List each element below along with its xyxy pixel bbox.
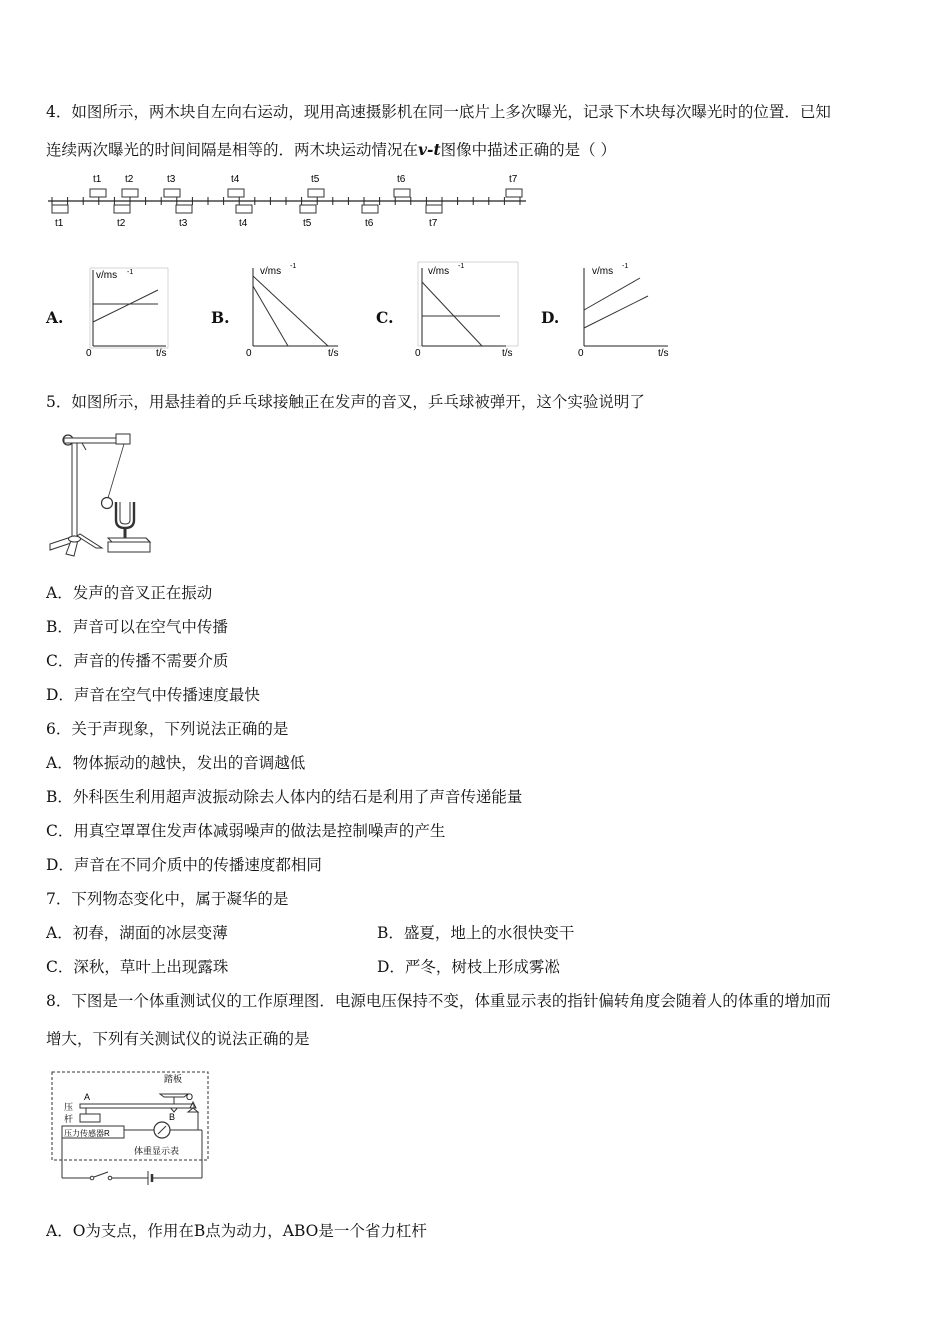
svg-text:-1: -1 xyxy=(290,263,297,270)
bottom-exposure-1-label: t1 xyxy=(55,218,64,229)
svg-text:-1: -1 xyxy=(458,263,465,270)
top-exposure-6-block xyxy=(394,189,410,197)
graph-a-rising-line xyxy=(93,290,158,322)
graph-c-origin: 0 xyxy=(415,348,421,359)
q4-text-line2 xyxy=(46,139,616,161)
bottom-exposure-6-label: t6 xyxy=(365,218,374,229)
bottom-exposure-2-block xyxy=(114,205,130,213)
weight-scale-circuit xyxy=(50,1068,212,1186)
graph-d-origin: 0 xyxy=(578,348,584,359)
bottom-exposure-7-block xyxy=(426,205,442,213)
q7-text: 7．下列物态变化中，属于凝华的是 xyxy=(46,890,289,908)
svg-text:-1: -1 xyxy=(127,269,134,276)
top-exposure-1-block xyxy=(90,189,106,197)
q8-option-a[interactable]: A．O为支点，作用在B点为动力，ABO是一个省力杠杆 xyxy=(46,1222,427,1240)
exposure-diagram xyxy=(46,172,536,230)
top-exposure-3-block xyxy=(164,189,180,197)
q4-option-b-letter: B. xyxy=(211,308,230,327)
q7-option-c[interactable]: C．深秋，草叶上出现露珠 xyxy=(46,958,229,976)
bottom-exposure-1-block xyxy=(52,205,68,213)
bottom-exposure-4-label: t4 xyxy=(239,218,248,229)
q8-text-line1: 8．下图是一个体重测试仪的工作原理图．电源电压保持不变，体重显示表的指针偏转角度会随着人的体重的增加而 xyxy=(46,992,831,1010)
vt-graph-d xyxy=(572,258,682,362)
graph-b-line-shallow xyxy=(253,276,328,346)
ping-pong-ball-icon xyxy=(102,498,113,509)
q4-text-line1: 4．如图所示，两木块自左向右运动，现用高速摄影机在同一底片上多次曝光，记录下木块每次曝光时的位置．已知 xyxy=(46,103,831,121)
bottom-exposure-7-label: t7 xyxy=(429,218,438,229)
point-a-label: A xyxy=(84,1092,91,1102)
q5-text: 5．如图所示，用悬挂着的乒乓球接触正在发声的音叉，乒乓球被弹开，这个实验说明了 xyxy=(46,393,645,411)
q7-option-d[interactable]: D．严冬，树枝上形成雾凇 xyxy=(377,958,560,976)
top-exposure-1-label: t1 xyxy=(93,174,102,185)
graph-a-origin: 0 xyxy=(86,348,92,359)
q6-option-d[interactable]: D．声音在不同介质中的传播速度都相同 xyxy=(46,856,322,874)
top-exposure-2-label: t2 xyxy=(125,174,134,185)
graph-d-ylabel: v/ms xyxy=(592,266,614,277)
q4-option-d-letter: D. xyxy=(541,308,560,327)
q7-option-a[interactable]: A．初春，湖面的冰层变薄 xyxy=(46,924,228,942)
graph-b-line-steep xyxy=(253,286,288,346)
bottom-exposure-4-block xyxy=(236,205,252,213)
q4-option-a-letter: A. xyxy=(46,308,64,327)
top-exposure-4-label: t4 xyxy=(231,174,240,185)
q6-option-b[interactable]: B．外科医生利用超声波振动除去人体内的结石是利用了声音传递能量 xyxy=(46,788,523,806)
svg-text:-1: -1 xyxy=(622,263,629,270)
q6-option-a[interactable]: A．物体振动的越快，发出的音调越低 xyxy=(46,754,306,772)
top-exposure-4-block xyxy=(228,189,244,197)
graph-c-falling-line xyxy=(422,282,482,346)
graph-a-xlabel: t/s xyxy=(156,348,167,359)
graph-b-xlabel: t/s xyxy=(328,348,339,359)
switch-icon xyxy=(94,1172,108,1177)
display-label: 体重显示表 xyxy=(134,1146,180,1156)
top-exposure-7-label: t7 xyxy=(509,174,518,185)
bottom-exposure-3-label: t3 xyxy=(179,218,188,229)
point-b-label: B xyxy=(169,1112,176,1122)
pedal-label: 踏板 xyxy=(164,1074,183,1084)
q8-text-line2: 增大，下列有关测试仪的说法正确的是 xyxy=(46,1030,310,1048)
top-exposure-3-label: t3 xyxy=(167,174,176,185)
q4-text-post: 图像中描述正确的是（ ） xyxy=(440,141,617,159)
top-exposure-2-block xyxy=(122,189,138,197)
graph-a-ylabel: v/ms xyxy=(96,270,118,281)
graph-d-line-steep xyxy=(584,278,640,310)
top-exposure-7-block xyxy=(506,189,522,197)
q6-text: 6．关于声现象，下列说法正确的是 xyxy=(46,720,289,738)
tuning-fork-figure xyxy=(46,426,158,558)
graph-c-xlabel: t/s xyxy=(502,348,513,359)
q5-option-c[interactable]: C．声音的传播不需要介质 xyxy=(46,652,229,670)
top-exposure-5-block xyxy=(308,189,324,197)
vt-graph-c xyxy=(410,258,520,362)
graph-d-line-shallow xyxy=(584,296,648,328)
sensor-label: 压力传感器R xyxy=(64,1129,110,1138)
q4-text-pre: 连续两次曝光的时间间隔是相等的．两木块运动情况在 xyxy=(46,141,419,159)
graph-b-origin: 0 xyxy=(246,348,252,359)
bottom-exposure-2-label: t2 xyxy=(117,218,126,229)
q5-option-b[interactable]: B．声音可以在空气中传播 xyxy=(46,618,228,636)
lever-label-1: 压 xyxy=(64,1102,74,1112)
bottom-exposure-5-label: t5 xyxy=(303,218,312,229)
lever-label-2: 杆 xyxy=(64,1114,74,1124)
q4-vt-label: v-t xyxy=(418,140,441,159)
bottom-exposure-6-block xyxy=(362,205,378,213)
q4-option-c-letter: C. xyxy=(376,308,394,327)
graph-c-ylabel: v/ms xyxy=(428,266,450,277)
q5-option-a[interactable]: A．发声的音叉正在振动 xyxy=(46,584,213,602)
graph-b-ylabel: v/ms xyxy=(260,266,282,277)
graph-d-xlabel: t/s xyxy=(658,348,669,359)
vt-graph-a xyxy=(82,262,182,362)
vt-graph-b xyxy=(240,256,350,362)
q6-option-c[interactable]: C．用真空罩罩住发声体减弱噪声的做法是控制噪声的产生 xyxy=(46,822,446,840)
point-o-label: O xyxy=(186,1092,194,1102)
bottom-exposure-5-block xyxy=(300,205,316,213)
q5-option-d[interactable]: D．声音在空气中传播速度最快 xyxy=(46,686,260,704)
q7-option-b[interactable]: B．盛夏，地上的水很快变干 xyxy=(377,924,575,942)
bottom-exposure-3-block xyxy=(176,205,192,213)
top-exposure-5-label: t5 xyxy=(311,174,320,185)
top-exposure-6-label: t6 xyxy=(397,174,406,185)
